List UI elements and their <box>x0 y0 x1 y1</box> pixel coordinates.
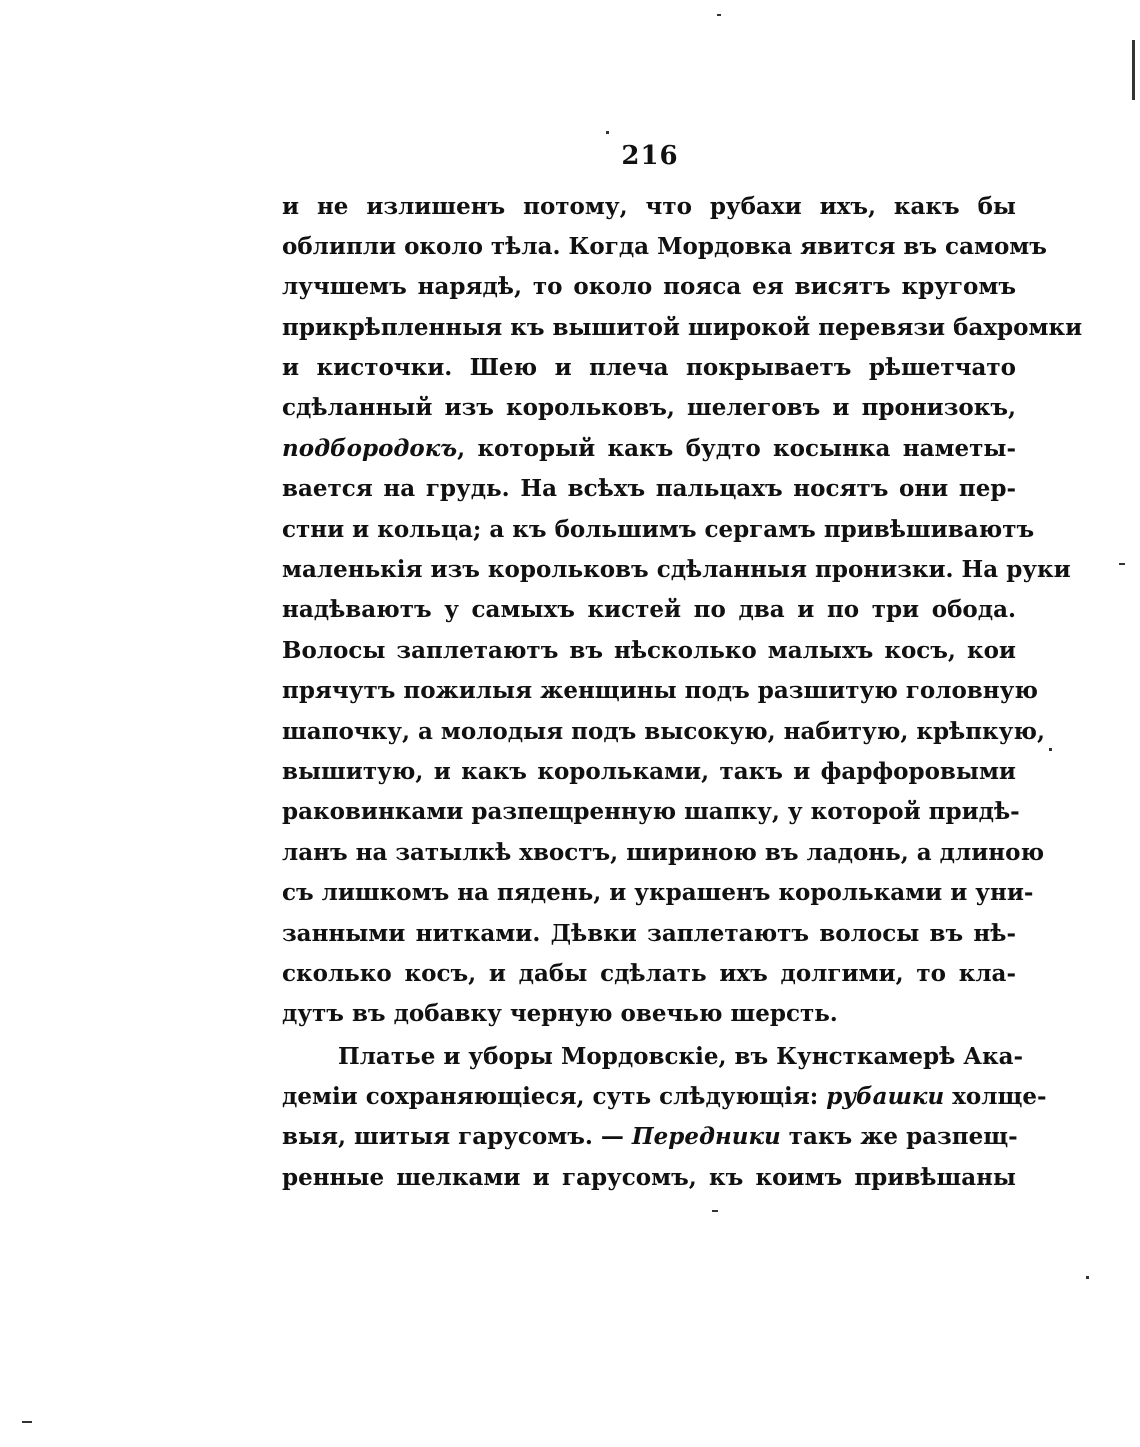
text-run: такъ же разпещ- <box>780 1123 1018 1150</box>
paragraph-start-line: Платье и уборы Мордовскіе, въ Кунсткамерѣ Ака- <box>338 1043 1024 1070</box>
text-line: дутъ въ добавку черную овечью шерсть. <box>282 1000 838 1027</box>
scan-speck <box>1119 563 1125 565</box>
text-line: вышитую, и какъ корольками, такъ и фарфоровыми <box>282 758 1016 785</box>
text-run: , который какъ будто косынка наметы- <box>457 435 1016 462</box>
text-line: Волосы заплетаютъ въ нѣсколько малыхъ косъ, кои <box>282 637 1016 664</box>
scan-edge-line <box>1132 40 1135 100</box>
text-line <box>282 434 1016 464</box>
text-line: шапочку, а молодыя подъ высокую, набитую, крѣпкую, <box>282 718 1045 745</box>
scan-speck <box>1049 748 1052 751</box>
text-line <box>282 1082 1047 1112</box>
italic-term: Передники <box>631 1123 781 1150</box>
text-line: маленькія изъ корольковъ сдѣланныя пронизки. На руки <box>282 556 1071 583</box>
text-run: холще- <box>944 1083 1047 1110</box>
text-line: прикрѣпленныя къ вышитой широкой перевязи бахромки <box>282 314 1083 341</box>
text-line: вается на грудь. На всѣхъ пальцахъ носятъ они пер- <box>282 475 1016 502</box>
text-line <box>282 1122 1016 1152</box>
text-line: сколько косъ, и дабы сдѣлать ихъ долгими, то кла- <box>282 960 1016 987</box>
scan-speck <box>1086 1276 1089 1279</box>
text-line: и не излишенъ потому, что рубахи ихъ, какъ бы <box>282 193 1016 220</box>
text-line: надѣваютъ у самыхъ кистей по два и по три обода. <box>282 596 1016 623</box>
text-line: лучшемъ нарядѣ, то около пояса ея висятъ кругомъ <box>282 273 1016 300</box>
text-run: деміи сохраняющіеся, суть слѣдующія: <box>282 1083 827 1110</box>
text-line: занными нитками. Дѣвки заплетаютъ волосы въ нѣ- <box>282 920 1016 947</box>
scan-speck <box>22 1421 32 1423</box>
text-line: сдѣланный изъ корольковъ, шелеговъ и пронизокъ, <box>282 394 1016 421</box>
scan-speck <box>717 14 721 16</box>
text-line: раковинками разпещренную шапку, у которой придѣ- <box>282 798 1020 825</box>
text-line: прячутъ пожилыя женщины подъ разшитую головную <box>282 677 1038 704</box>
page-number: 216 <box>621 141 679 171</box>
text-line: ланъ на затылкѣ хвостъ, шириною въ ладонь, а длиною <box>282 839 1045 866</box>
text-line: ренные шелками и гарусомъ, къ коимъ привѣшаны <box>282 1164 1016 1191</box>
text-line: стни и кольца; а къ большимъ сергамъ привѣшиваютъ <box>282 516 1035 543</box>
text-run: выя, шитыя гарусомъ. — <box>282 1123 632 1150</box>
scan-speck <box>712 1210 718 1212</box>
text-line: облипли около тѣла. Когда Мордовка явится въ самомъ <box>282 233 1047 260</box>
italic-term: рубашки <box>826 1083 945 1110</box>
scan-speck <box>606 131 609 134</box>
text-line: и кисточки. Шею и плеча покрываетъ рѣшетчато <box>282 354 1016 381</box>
italic-term: подбородокъ <box>282 435 458 462</box>
text-line: съ лишкомъ на пядень, и украшенъ корольками и уни- <box>282 879 1034 906</box>
